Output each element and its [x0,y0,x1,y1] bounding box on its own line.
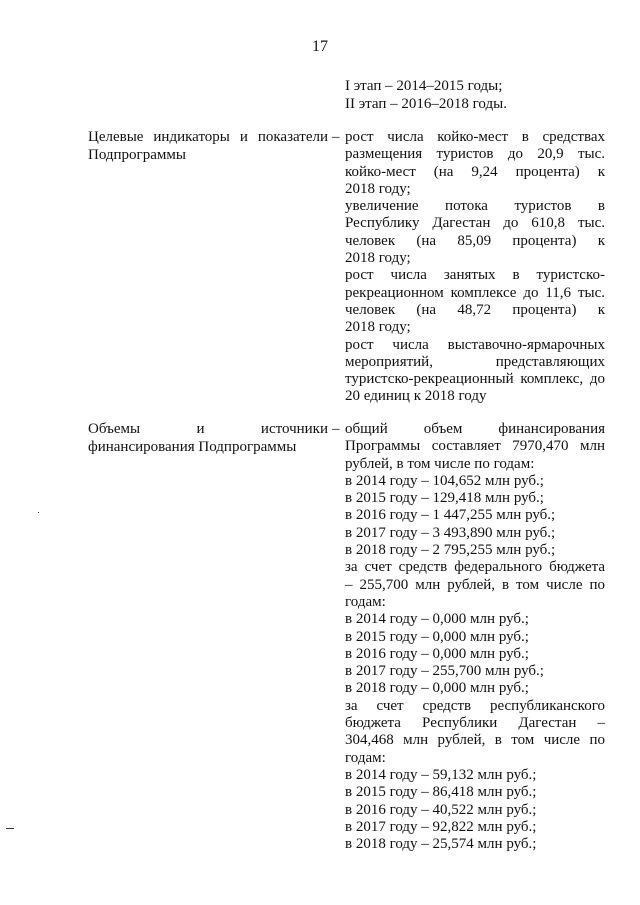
financing-text-line: в 2015 году – 129,418 млн руб.; [345,490,544,507]
financing-text-line: в 2016 году – 40,522 млн руб.; [345,801,537,818]
indicators-label-line: Целевые индикаторы и показатели [88,129,328,145]
financing-text-line: в 2014 году – 104,652 млн руб.; [345,472,544,489]
financing-text-line: годам: [345,749,386,766]
financing-text-line: в 2016 году – 1 447,255 млн руб.; [345,507,556,524]
financing-text-line: в 2018 году – 25,574 млн руб.; [345,836,537,853]
stages-block [345,78,605,113]
indicators-value [345,129,605,406]
financing-text-line: бюджета Республики Дагестан – [345,715,605,732]
financing-text-line: в 2017 году – 255,700 млн руб.; [345,663,544,680]
financing-text-line: за счет средств республиканского [345,697,605,714]
indicators-text-line: человек (на 48,72 процента) к [345,301,605,318]
financing-label [88,421,328,456]
indicators-text-line: койко-мест (на 9,24 процента) к [345,163,605,180]
stage-line: I этап – 2014–2015 годы; [345,78,503,94]
indicators-text-line: рекреационном комплексе до 11,6 тыс. [345,284,605,301]
indicators-text-line: мероприятий, представляющих [345,353,605,370]
indicators-text-line: увеличение потока туристов в [345,198,605,215]
financing-text-line: в 2017 году – 3 493,890 млн руб.; [345,524,556,541]
financing-text-line: в 2018 году – 2 795,255 млн руб.; [345,542,556,559]
financing-text-line: 304,468 млн рублей, в том числе по [345,732,605,749]
financing-text-line: в 2015 году – 86,418 млн руб.; [345,784,537,801]
financing-text-line: Программы составляет 7970,470 млн [345,438,605,455]
indicators-text-line: 2018 году; [345,319,411,336]
financing-label-line: Объемы и источники [88,421,328,437]
page-number: 17 [312,38,328,55]
indicators-text-line: рост числа выставочно-ярмарочных [345,336,605,353]
financing-text-line: – 255,700 млн рублей, в том числе по [345,576,605,593]
indicators-text-line: 2018 году; [345,250,411,267]
financing-value [345,421,605,853]
financing-text-line: в 2014 году – 0,000 млн руб.; [345,611,529,628]
financing-text-line: рублей, в том числе по годам: [345,455,535,472]
financing-label-line: финансирования Подпрограммы [88,438,297,455]
financing-text-line: в 2018 году – 0,000 млн руб.; [345,680,529,697]
financing-text-line: в 2014 году – 59,132 млн руб.; [345,766,537,783]
indicators-text-line: Республику Дагестан до 610,8 тыс. [345,215,605,232]
indicators-text-line: рост числа занятых в туристско- [345,267,605,284]
indicators-text-line: человек (на 85,09 процента) к [345,232,605,249]
financing-dash: – [332,421,340,437]
scan-mark [6,828,14,829]
financing-section [88,421,605,861]
financing-text-line: в 2016 году – 0,000 млн руб.; [345,645,529,662]
indicators-text-line: 2018 году; [345,180,411,197]
indicators-text-line: рост числа койко-мест в средствах [345,129,605,145]
financing-text-line: общий объем финансирования [345,421,605,437]
financing-text-line: в 2017 году – 92,822 млн руб.; [345,818,537,835]
financing-text-line: годам: [345,593,386,610]
financing-text-line: за счет средств федерального бюджета [345,559,605,576]
financing-text-line: в 2015 году – 0,000 млн руб.; [345,628,529,645]
indicators-label-line: Подпрограммы [88,146,186,163]
indicators-text-line: туристско-рекреационный комплекс, до [345,371,605,388]
stage-line: II этап – 2016–2018 годы. [345,95,507,112]
indicators-text-line: размещения туристов до 20,9 тыс. [345,146,605,163]
indicators-text-line: 20 единиц к 2018 году [345,388,487,405]
scan-mark [38,512,39,513]
indicators-label [88,129,328,164]
indicators-dash: – [332,129,340,145]
indicators-section [88,129,605,409]
